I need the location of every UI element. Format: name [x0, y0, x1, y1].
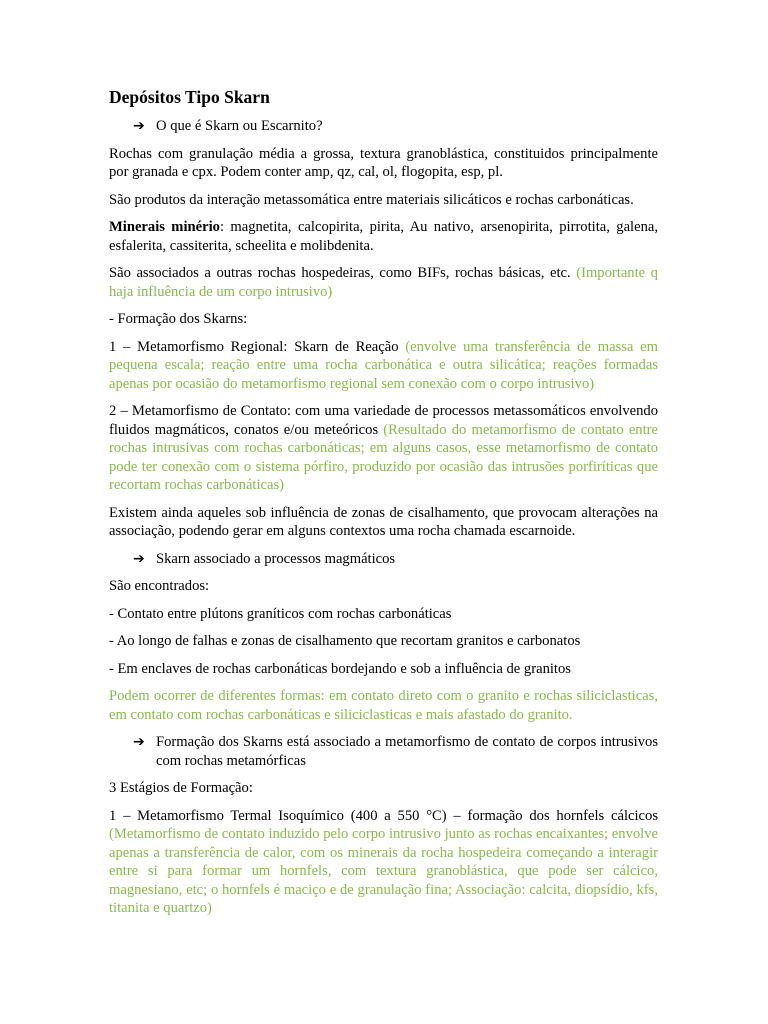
regional-metamorphism-text: 1 – Metamorfismo Regional: Skarn de Reação [109, 338, 406, 355]
arrow-item-text: Skarn associado a processos magmáticos [156, 550, 396, 567]
paragraph-stages-heading: 3 Estágios de Formação: [109, 780, 253, 796]
arrow-item-text: O que é Skarn ou Escarnito? [156, 118, 323, 134]
regional-metamorphism-note: (envolve uma transferência de massa em pequena escala; reação entre uma rocha carbonática e outra silicática; reações formadas apenas por ocasião do metamorfismo regional sem conexão com o corpo intrusivo) [109, 338, 658, 392]
document-body [109, 86, 658, 927]
page-title: Depósitos Tipo Skarn [109, 87, 270, 107]
arrow-item-magmatic [109, 550, 658, 569]
list-item-enclaves: - Em enclaves de rochas carbonáticas bordejando e sob a influência de granitos [109, 660, 571, 677]
paragraph-found: São encontrados: [109, 578, 210, 594]
contact-metamorphism-text: 2 – Metamorfismo de Contato: com uma variedade de processos metassomáticos envolvendo fluidos magmáticos, conatos e/ou meteóricos [109, 403, 658, 438]
arrow-item-what-is-skarn [109, 117, 658, 136]
ore-minerals-list: : magnetita, calcopirita, pirita, Au nativo, arsenopirita, pirrotita, galena, esfalerita, cassiterita, scheelita e molibdenita. [109, 219, 658, 254]
ore-minerals-label: Minerais minério [109, 219, 220, 235]
arrow-right-icon: ➔ [133, 118, 145, 134]
list-item-faults: - Ao longo de falhas e zonas de cisalhamento que recortam granitos e carbonatos [109, 633, 581, 649]
arrow-right-icon: ➔ [133, 734, 145, 750]
host-rocks-text: São associados a outras rochas hospedeiras, como BIFs, rochas básicas, etc. [109, 265, 577, 281]
arrow-item-text: Formação dos Skarns está associado a metamorfismo de contato de corpos intrusivos com rochas metamórficas [156, 734, 658, 769]
thermal-metamorphism-note: (Metamorfismo de contato induzido pelo corpo intrusivo junto as rochas encaixantes; envolve apenas a transferência de calor, com os minerais da rocha hospedeira começando a interagir entre si para formar um hornfels, com textura granoblástica, que pode ser cálcico, magnesiano, etc; o hornfels é maciço e de granulação fina; Associação: calcita, diopsídio, kfs, titanita e quartzo) [109, 826, 658, 916]
contact-metamorphism-note: (Resultado do metamorfismo de contato entre rochas intrusivas com rochas carbonáticas; em alguns casos, esse metamorfismo de contato pode ter conexão com o sistema pórfiro, produzido por ocasião das intrusões porfiríticas que recortam rochas carbonáticas) [109, 421, 658, 493]
paragraph-ore-minerals [109, 218, 658, 255]
list-item-contact: - Contato entre plútons graníticos com rochas carbonáticas [109, 605, 452, 622]
paragraph-thermal-metamorphism [109, 807, 658, 918]
paragraph-forms-note: Podem ocorrer de diferentes formas: em contato direto com o granito e rochas siliciclasticas, em contato com rochas carbonáticas e siliciclasticas e mais afastado do granito. [109, 688, 658, 723]
section-heading-formation: - Formação dos Skarns: [109, 311, 248, 327]
paragraph-host-rocks [109, 264, 658, 301]
paragraph-contact-metamorphism [109, 402, 658, 495]
arrow-right-icon: ➔ [133, 550, 145, 567]
thermal-metamorphism-text: 1 – Metamorfismo Termal Isoquímico (400 a 550 °C) – formação dos hornfels cálcicos [109, 807, 658, 824]
arrow-item-formation [109, 733, 658, 770]
paragraph-regional-metamorphism [109, 338, 658, 394]
host-rocks-note: (Importante q haja influência de um corpo intrusivo) [109, 265, 658, 300]
paragraph-shear-zones: Existem ainda aqueles sob influência de zonas de cisalhamento, que provocam alterações na associação, podendo gerar em alguns contextos uma rocha chamada escarnoide. [109, 504, 658, 539]
paragraph-origin: São produtos da interação metassomática entre materiais silicáticos e rochas carbonáticas. [109, 191, 634, 208]
paragraph-definition: Rochas com granulação média a grossa, textura granoblástica, constituidos principalmente por granada e cpx. Podem conter amp, qz, cal, ol, flogopita, esp, pl. [109, 145, 658, 180]
